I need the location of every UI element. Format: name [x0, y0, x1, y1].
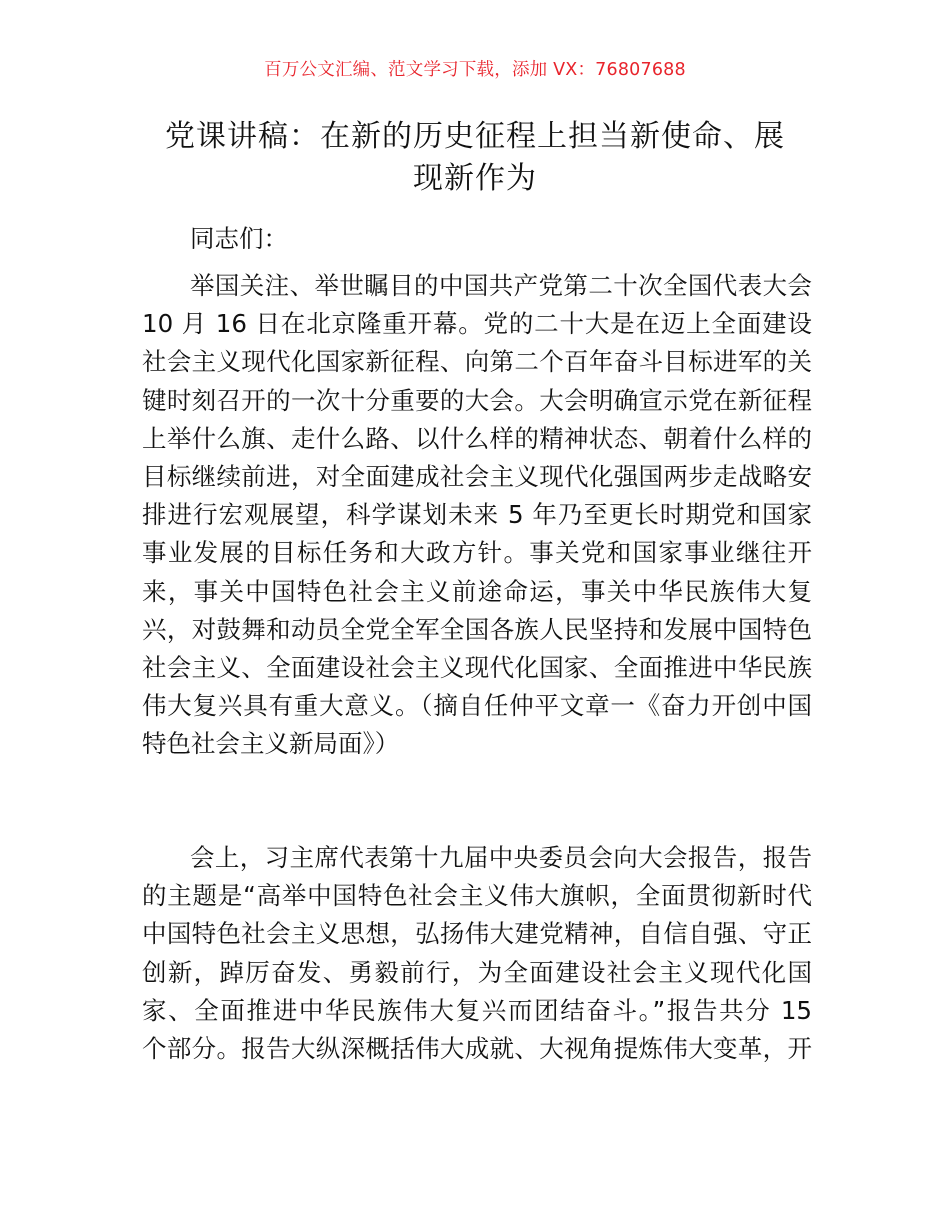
- title-line: 现新作为: [413, 161, 537, 196]
- paragraph-line: 键时刻召开的一次十分重要的大会。大会明确宣示党在新征程: [142, 385, 812, 415]
- paragraph-line: 特色社会主义新局面》）: [142, 729, 400, 759]
- salutation: 同志们：: [190, 224, 288, 253]
- paragraph-line: 事业发展的目标任务和大政方针。事关党和国家事业继往开: [142, 538, 812, 568]
- paragraph-line: 兴，对鼓舞和动员全党全军全国各族人民坚持和发展中国特色: [142, 614, 812, 644]
- paragraph-line: 举国关注、举世瞩目的中国共产党第二十次全国代表大会: [190, 271, 812, 300]
- paragraph-line: 上举什么旗、走什么路、以什么样的精神状态、朝着什么样的: [142, 423, 812, 453]
- paragraph-line: 创新，踔厉奋发、勇毅前行，为全面建设社会主义现代化国: [142, 957, 812, 987]
- document-title: [120, 116, 830, 200]
- paragraph-line: 来，事关中国特色社会主义前途命运，事关中华民族伟大复: [142, 576, 812, 606]
- paragraph-1: [142, 267, 812, 763]
- paragraph-line: 中国特色社会主义思想，弘扬伟大建党精神，自信自强、守正: [142, 919, 812, 949]
- paragraph-2: [142, 839, 812, 1068]
- paragraph-line: 目标继续前进，对全面建成社会主义现代化强国两步走战略安: [142, 461, 812, 491]
- paragraph-line: 10 月 16 日在北京隆重开幕。党的二十大是在迈上全面建设: [142, 309, 812, 339]
- paragraph-line: 会上，习主席代表第十九届中央委员会向大会报告，报告: [190, 843, 812, 872]
- paragraph-line: 的主题是“高举中国特色社会主义伟大旗帜，全面贯彻新时代: [142, 881, 812, 911]
- paragraph-line: 伟大复兴具有重大意义。（摘自任仲平文章一《奋力开创中国: [142, 691, 812, 721]
- header-watermark-note: 百万公文汇编、范文学习下载，添加 VX：76807688: [264, 60, 686, 80]
- paragraph-line: 个部分。报告大纵深概括伟大成就、大视角提炼伟大变革，开: [142, 1033, 812, 1063]
- paragraph-line: 排进行宏观展望，科学谋划未来 5 年乃至更长时期党和国家: [142, 500, 812, 530]
- paragraph-line: 家、全面推进中华民族伟大复兴而团结奋斗。”报告共分 15: [142, 995, 812, 1025]
- title-line: 党课讲稿：在新的历史征程上担当新使命、展: [165, 119, 785, 154]
- paragraph-line: 社会主义现代化国家新征程、向第二个百年奋斗目标进军的关: [142, 347, 812, 377]
- paragraph-line: 社会主义、全面建设社会主义现代化国家、全面推进中华民族: [142, 652, 812, 682]
